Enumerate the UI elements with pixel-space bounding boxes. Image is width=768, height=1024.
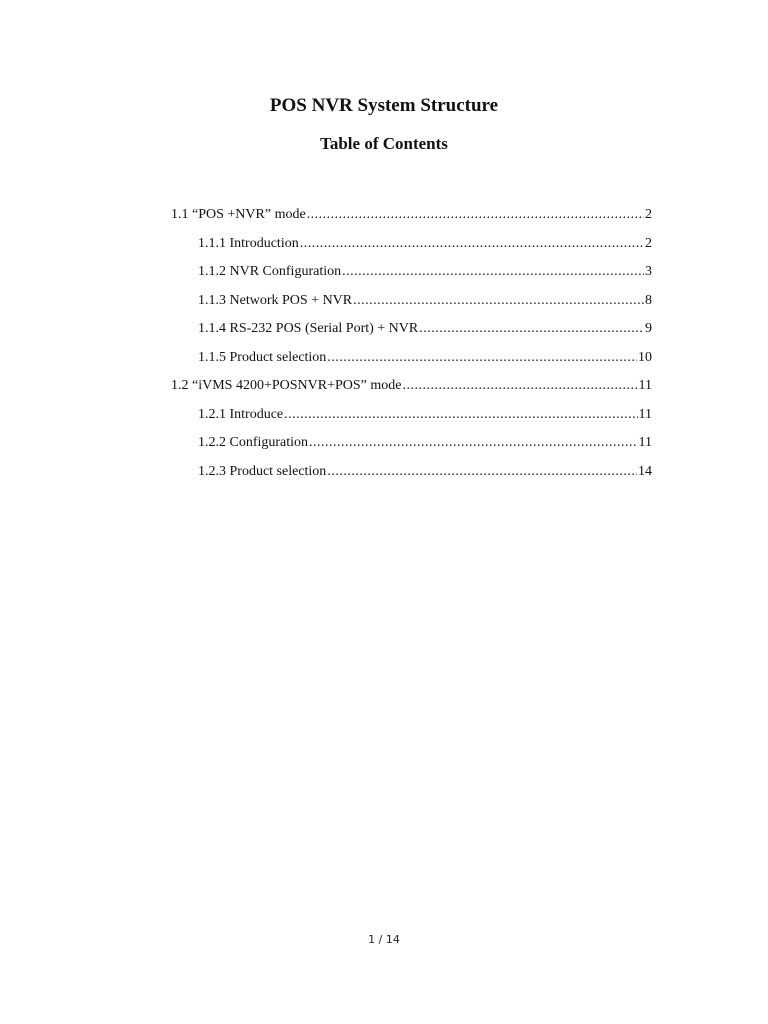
toc-entry-title: 1.1.3 Network POS + NVR <box>198 292 353 308</box>
toc-entry-title: 1.1.4 RS-232 POS (Serial Port) + NVR <box>198 321 419 336</box>
toc-entry-title: 1.2.3 Product selection <box>198 463 327 479</box>
toc-page-number: 2 <box>645 235 652 251</box>
toc-page-number: 9 <box>645 321 652 336</box>
toc-page-number: 3 <box>645 264 652 279</box>
toc-page-number: 11 <box>638 406 652 422</box>
toc-entry[interactable] <box>171 376 652 405</box>
toc-dot-leader <box>309 433 637 453</box>
table-of-contents <box>171 205 652 490</box>
toc-entry[interactable] <box>171 462 652 491</box>
toc-entry[interactable] <box>171 205 652 234</box>
toc-entry[interactable] <box>171 234 652 263</box>
toc-entry-title: 1.2.2 Configuration <box>198 435 309 450</box>
document-title: POS NVR System Structure <box>269 95 499 116</box>
toc-entry-title: 1.1.5 Product selection <box>198 349 327 365</box>
toc-entry[interactable] <box>171 405 652 434</box>
toc-dot-leader <box>284 405 637 425</box>
toc-entry[interactable] <box>171 433 652 462</box>
page-indicator: 1 / 14 <box>368 933 400 946</box>
toc-page-number: 14 <box>638 463 652 479</box>
toc-entry-title: 1.1 “POS +NVR” mode <box>171 207 306 222</box>
toc-page-number: 10 <box>638 349 652 365</box>
toc-entry[interactable] <box>171 262 652 291</box>
toc-entry-title: 1.1.1 Introduction <box>198 235 299 251</box>
toc-page-number: 8 <box>645 292 652 308</box>
toc-heading: Table of Contents <box>320 134 448 153</box>
toc-dot-leader <box>419 319 644 339</box>
toc-dot-leader <box>327 348 637 368</box>
toc-page-number: 11 <box>638 435 652 450</box>
toc-entry[interactable] <box>171 319 652 348</box>
toc-dot-leader <box>307 205 644 225</box>
toc-dot-leader <box>353 291 644 311</box>
toc-dot-leader <box>327 462 637 482</box>
toc-entry-title: 1.2 “iVMS 4200+POSNVR+POS” mode <box>171 378 402 393</box>
toc-page-number: 11 <box>638 378 652 393</box>
toc-entry-title: 1.1.2 NVR Configuration <box>198 264 342 279</box>
toc-dot-leader <box>342 262 644 282</box>
toc-page-number: 2 <box>645 207 652 222</box>
toc-dot-leader <box>300 234 644 254</box>
toc-entry-title: 1.2.1 Introduce <box>198 406 284 422</box>
toc-dot-leader <box>402 376 637 396</box>
toc-entry[interactable] <box>171 291 652 320</box>
toc-entry[interactable] <box>171 348 652 377</box>
